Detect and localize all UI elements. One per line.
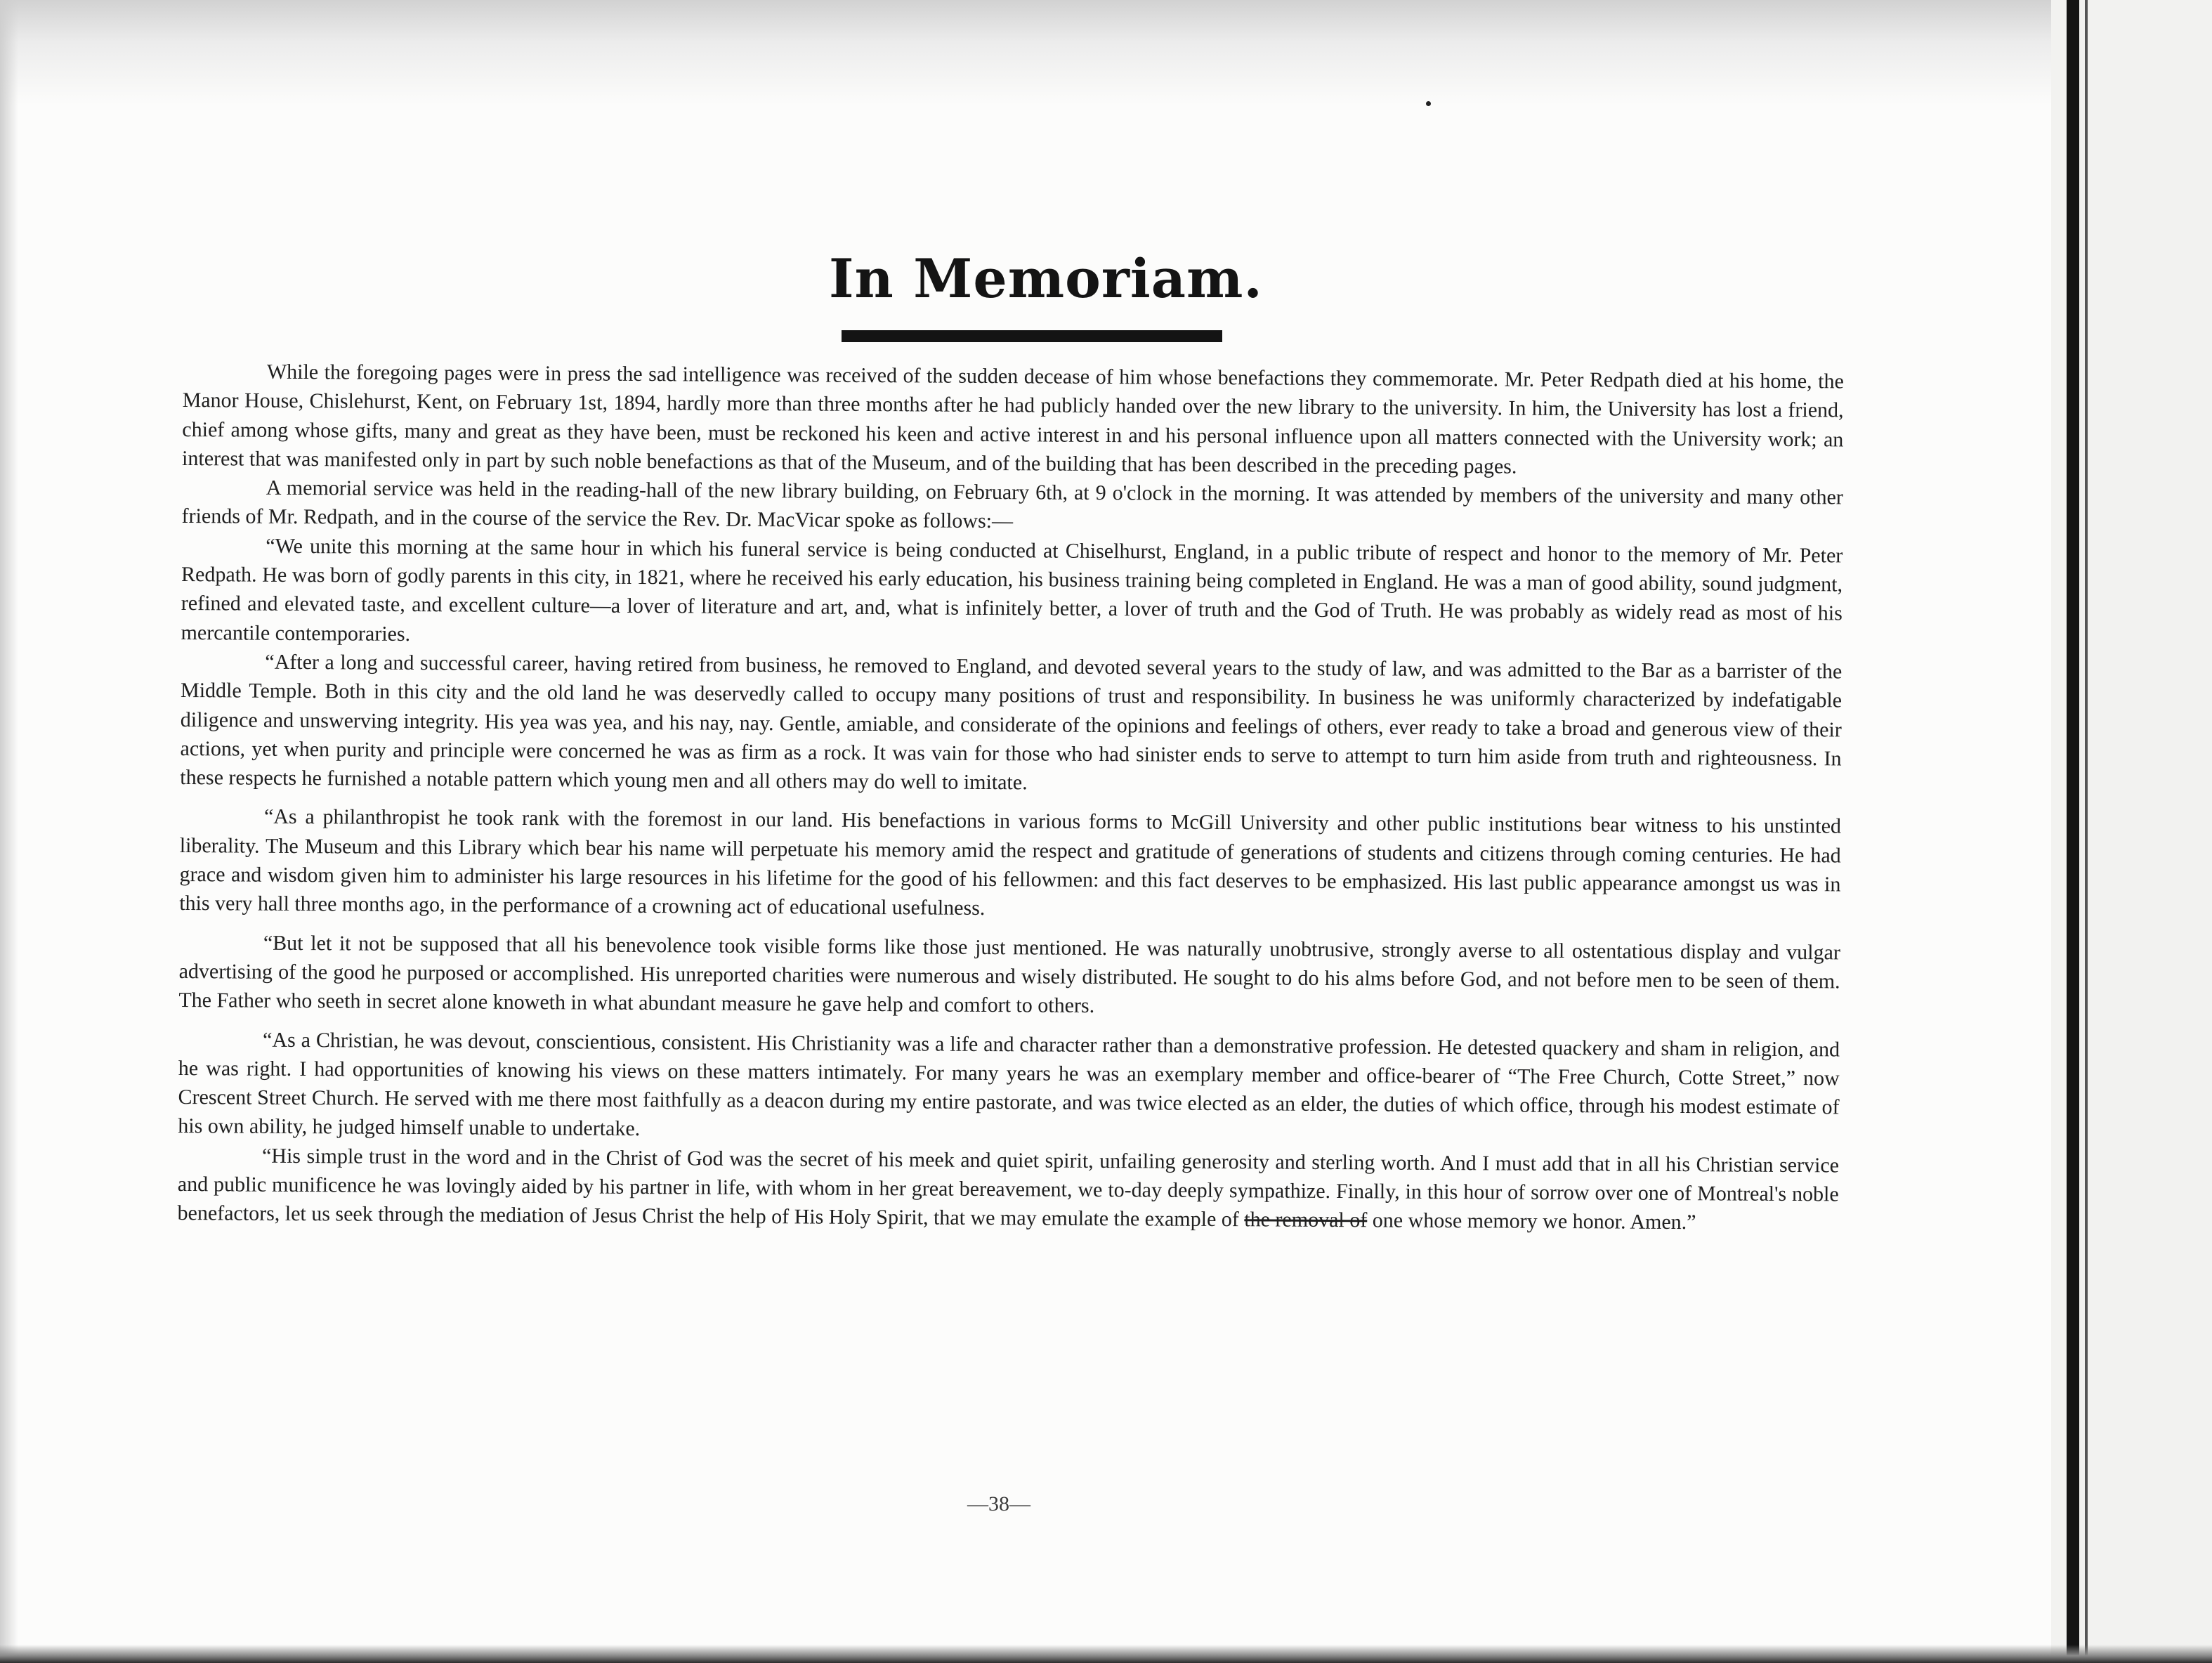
paragraph-8-text: “His simple trust in the word and in the Christ of God was the secret of his meek and quiet spirit, unfailing generosity and sterling worth. And I must add that in all his Christian service and public munificence he was lovingly aided by his partner in life, with whom in her great bereavement, we to-day deeply sympathize. Finally, in this hour of sorrow over one of Montreal's noble benefactors, let us seek through the mediation of Jesus Christ the help of His Holy Spirit, that we may emulate the example of: [177, 1144, 1840, 1232]
paragraph-2: A memorial service was held in the reading-hall of the new library building, on February 6th, at 9 o'clock in the morning. It was attended by members of the university and many other friends of Mr. Redpath, and in the course of the service the Rev. Dr. MacVicar spoke as follows:—: [181, 476, 1843, 533]
book-binding-line: [2085, 0, 2088, 1663]
paragraph-5: “As a philanthropist he took rank with the foremost in our land. His benefactions in various forms to McGill University and other public institutions bear witness to his unstinted liberality. The Museum and this Library which bear his name will perpetuate his memory amid the respect and gratitude of generations of students and citizens through coming centuries. He had grace and wisdom given him to administer his large resources in his lifetime for the good of his fellowmen: and this fact deserves to be emphasized. His last public appearance amongst us was in this very hall three months ago, in the performance of a crowning act of educational usefulness.: [179, 805, 1842, 920]
struck-through-text: the removal of: [1244, 1208, 1368, 1232]
page-title: In Memoriam.: [829, 247, 1263, 310]
paragraph-8: [177, 1141, 1839, 1238]
paragraph-1: While the foregoing pages were in press the sad intelligence was received of the sudden decease of him whose benefactions they commemorate. Mr. Peter Redpath died at his home, the Manor House, Chislehurst, Kent, on February 1st, 1894, hardly more than three months after he had publicly handed over the new library to the university. In him, the University has lost a friend, chief among whose gifts, many and great as they have been, must be reckoned his keen and active interest in and his personal influence upon all matters connected with the University work; an interest that was manifested only in part by such noble benefactions as that of the Museum, and of the building that has been described in the preceding pages.: [182, 360, 1844, 478]
ink-speck: [1426, 101, 1431, 106]
title-rule: [842, 330, 1222, 342]
paragraph-7: “As a Christian, he was devout, conscientious, consistent. His Christianity was a life and character rather than a demonstrative profession. He detested quackery and sham in religion, and he was right. I had opportunities of knowing his views on these matters intimately. For many years he was an exemplary member and office-bearer of “The Free Church, Cotte Street,” now Crescent Street Church. He served with me there most faithfully as a deacon during my entire pastorate, and was twice elected as an elder, the duties of which office, through his modest estimate of his own ability, he judged himself unable to undertake.: [178, 1028, 1840, 1141]
paragraph-6: “But let it not be supposed that all his benevolence took visible forms like those just mentioned. He was naturally unobtrusive, strongly averse to all ostentatious display and vulgar advertising of the good he purposed or accomplished. His unreported charities were numerous and wisely distributed. He sought to do his alms before God, and not before men to be seen of them. The Father who seeth in secret alone knoweth in what abundant measure he gave help and comfort to others.: [178, 931, 1840, 1018]
paragraph-3: “We unite this morning at the same hour in which his funeral service is being conducted at Chiselhurst, England, in a public tribute of respect and honor to the memory of Mr. Peter Redpath. He was born of godly parents in this city, in 1821, where he received his early education, his business training being completed in England. He was a man of good ability, sound judgment, refined and elevated taste, and excellent culture—a lover of literature and art, and, what is infinitely better, a lover of truth and the God of Truth. He was probably as widely read as most of his mercantile contemporaries.: [181, 534, 1843, 646]
scan-top-shadow: [0, 0, 2212, 105]
scan-bottom-edge: [0, 1645, 2212, 1663]
memorial-body: [177, 357, 1844, 1238]
book-binding-edge: [2067, 0, 2079, 1663]
page-number: —38—: [967, 1492, 1030, 1515]
paragraph-4: “After a long and successful career, having retired from business, he removed to England, and devoted several years to the study of law, and was admitted to the Bar as a barrister of the Middle Temple. Both in this city and the old land he was deservedly called to occupy many positions of trust and responsibility. In business he was uniformly characterized by indefatigable diligence and unswerving integrity. His yea was yea, and his nay, nay. Gentle, amiable, and considerate of the opinions and feelings of others, ever ready to take a broad and generous view of their actions, yet when purity and principle were concerned he was as firm as a rock. It was vain for those who had sinister ends to serve to attempt to turn him aside from truth and righteousness. In these respects he furnished a notable pattern which young men and all others may do well to imitate.: [180, 650, 1843, 795]
scan-left-edge: [0, 0, 18, 1663]
paragraph-8-ending: one whose memory we honor. Amen.”: [1367, 1208, 1696, 1234]
